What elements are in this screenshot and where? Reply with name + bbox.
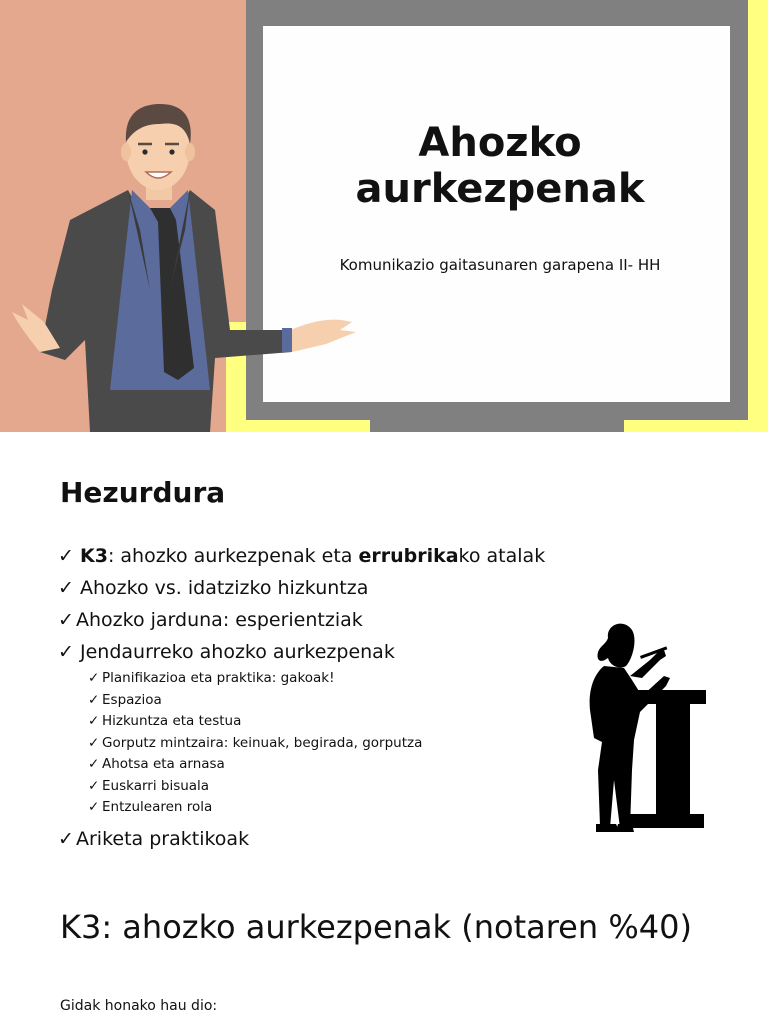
item-text: Entzulearen rola [102, 799, 213, 815]
k3-label: K3 [80, 545, 108, 567]
item-text: Ahotsa eta arnasa [102, 756, 225, 772]
check-icon: ✓ [88, 713, 100, 729]
check-icon: ✓ [88, 691, 100, 708]
check-icon: ✓ [58, 577, 74, 599]
speaker-at-podium-icon [580, 620, 710, 832]
check-icon: ✓ [58, 545, 74, 567]
item-text: Ariketa praktikoak [76, 827, 250, 850]
list-item [58, 823, 578, 855]
slide-title: Ahozko aurkezpenak [355, 120, 645, 212]
sub-list-item [88, 668, 578, 690]
check-icon: ✓ [58, 827, 74, 850]
check-icon: ✓ [88, 799, 100, 815]
outline-heading: Hezurdura [60, 476, 226, 509]
sub-list-item [88, 733, 578, 755]
list-item [58, 604, 578, 636]
item-text: : ahozko aurkezpenak eta [107, 545, 359, 567]
item-text: Ahozko vs. idatzizko hizkuntza [80, 577, 369, 599]
sub-list-item [88, 797, 578, 819]
yellow-accent-right [748, 0, 768, 432]
list-item [58, 572, 578, 604]
rubrika-label: errubrika [358, 545, 459, 567]
check-icon: ✓ [88, 734, 100, 751]
sub-list-item [88, 690, 578, 712]
list-item [58, 636, 578, 819]
sub-list-item [88, 776, 578, 798]
item-text: Euskarri bisuala [102, 777, 210, 794]
item-text: Jendaurreko ahozko aurkezpenak [80, 641, 395, 663]
check-icon: ✓ [88, 777, 100, 794]
outline-list [58, 540, 578, 855]
sub-list-item [88, 754, 578, 776]
sub-list-item [88, 711, 578, 733]
title-slide [0, 0, 768, 432]
yellow-accent-bottom [624, 420, 768, 432]
item-text: Hizkuntza eta testua [102, 713, 242, 729]
item-text: Espazioa [102, 691, 162, 708]
check-icon: ✓ [58, 609, 74, 631]
item-text: ko atalak [458, 545, 546, 567]
check-icon: ✓ [88, 756, 100, 772]
check-icon: ✓ [58, 641, 74, 663]
list-item [58, 540, 578, 572]
guide-note: Gidak honako hau dio: [60, 998, 218, 1014]
sub-list [88, 668, 578, 819]
item-text: Gorputz mintzaira: keinuak, begirada, gorputza [102, 734, 423, 751]
item-text: Planifikazioa eta praktika: gakoak! [102, 670, 335, 686]
slide-subtitle: Komunikazio gaitasunaren garapena II- HH [339, 256, 661, 274]
item-text: Ahozko jarduna: esperientziak [76, 609, 363, 631]
k3-heading: K3: ahozko aurkezpenak (notaren %40) [60, 908, 692, 946]
check-icon: ✓ [88, 670, 100, 686]
